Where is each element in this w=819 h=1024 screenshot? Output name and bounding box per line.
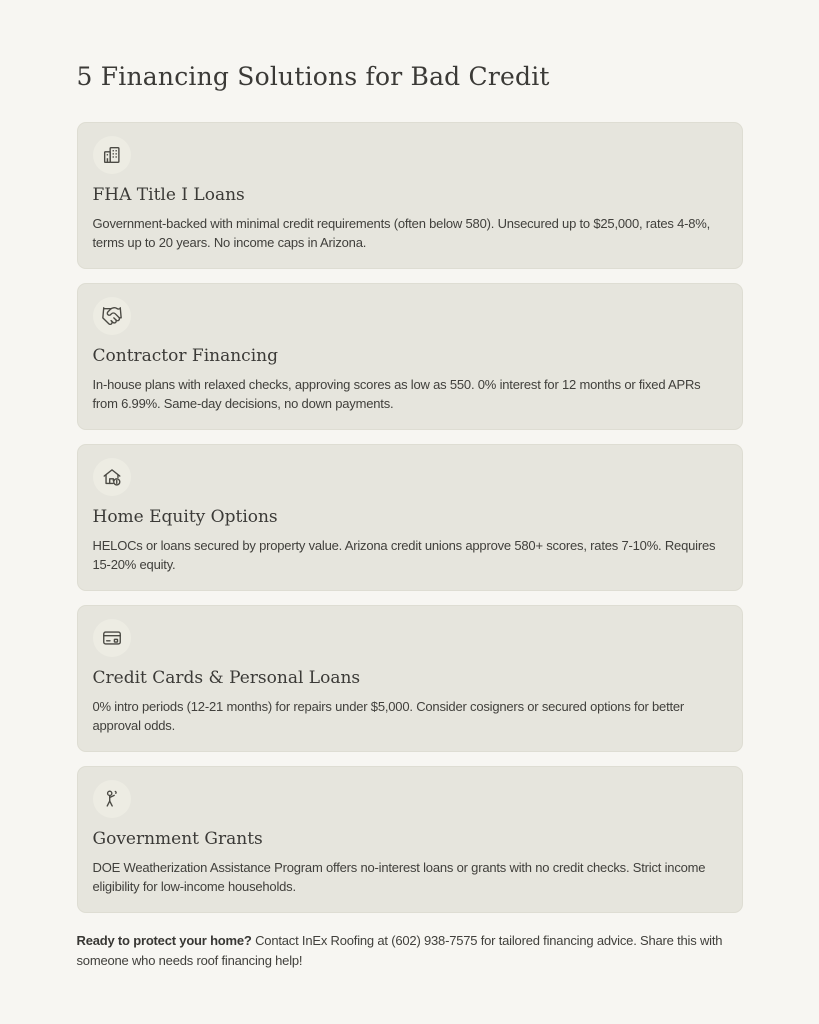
icon-badge bbox=[93, 297, 131, 335]
buildings-icon bbox=[101, 144, 123, 166]
card-heading: Home Equity Options bbox=[92, 507, 278, 527]
icon-badge bbox=[93, 136, 131, 174]
card-description: In-house plans with relaxed checks, approving scores as low as 550. 0% interest for 12 months or fixed APRs from 6.99%. Same-day decisions, no down payments. bbox=[92, 377, 701, 411]
icon-badge bbox=[93, 780, 131, 818]
card-description: HELOCs or loans secured by property value. Arizona credit unions approve 580+ scores, rates 7-10%. Requires 15-20% equity. bbox=[92, 538, 716, 572]
card-home-equity-options bbox=[77, 444, 743, 591]
card-heading: Credit Cards & Personal Loans bbox=[92, 668, 361, 688]
card-government-grants bbox=[77, 766, 743, 913]
icon-badge bbox=[93, 458, 131, 496]
article bbox=[77, 0, 743, 970]
credit-card-icon bbox=[101, 627, 123, 649]
house-coin-icon bbox=[101, 466, 123, 488]
person-grant-icon bbox=[101, 788, 123, 810]
card-description: 0% intro periods (12-21 months) for repairs under $5,000. Consider cosigners or secured options for better approval odds. bbox=[92, 699, 685, 733]
card-fha-title-loans bbox=[77, 122, 743, 269]
card-heading: Contractor Financing bbox=[92, 346, 278, 366]
card-contractor-financing bbox=[77, 283, 743, 430]
card-description: DOE Weatherization Assistance Program offers no-interest loans or grants with no credit checks. Strict income eligibility for low-income households. bbox=[92, 860, 706, 894]
cta-lead: Ready to protect your home? bbox=[76, 933, 252, 948]
card-credit-cards-personal-loans bbox=[77, 605, 743, 752]
cta-text: Contact InEx Roofing at (602) 938-7575 for tailored financing advice. Share this with someone who needs roof financing help! bbox=[76, 933, 723, 968]
page-title: 5 Financing Solutions for Bad Credit bbox=[76, 62, 550, 91]
card-description: Government-backed with minimal credit requirements (often below 580). Unsecured up to $25,000, rates 4-8%, terms up to 20 years. No income caps in Arizona. bbox=[92, 216, 711, 250]
handshake-icon bbox=[101, 305, 123, 327]
cta-note bbox=[77, 931, 743, 970]
card-heading: FHA Title I Loans bbox=[92, 185, 245, 205]
icon-badge bbox=[93, 619, 131, 657]
card-heading: Government Grants bbox=[92, 829, 263, 849]
